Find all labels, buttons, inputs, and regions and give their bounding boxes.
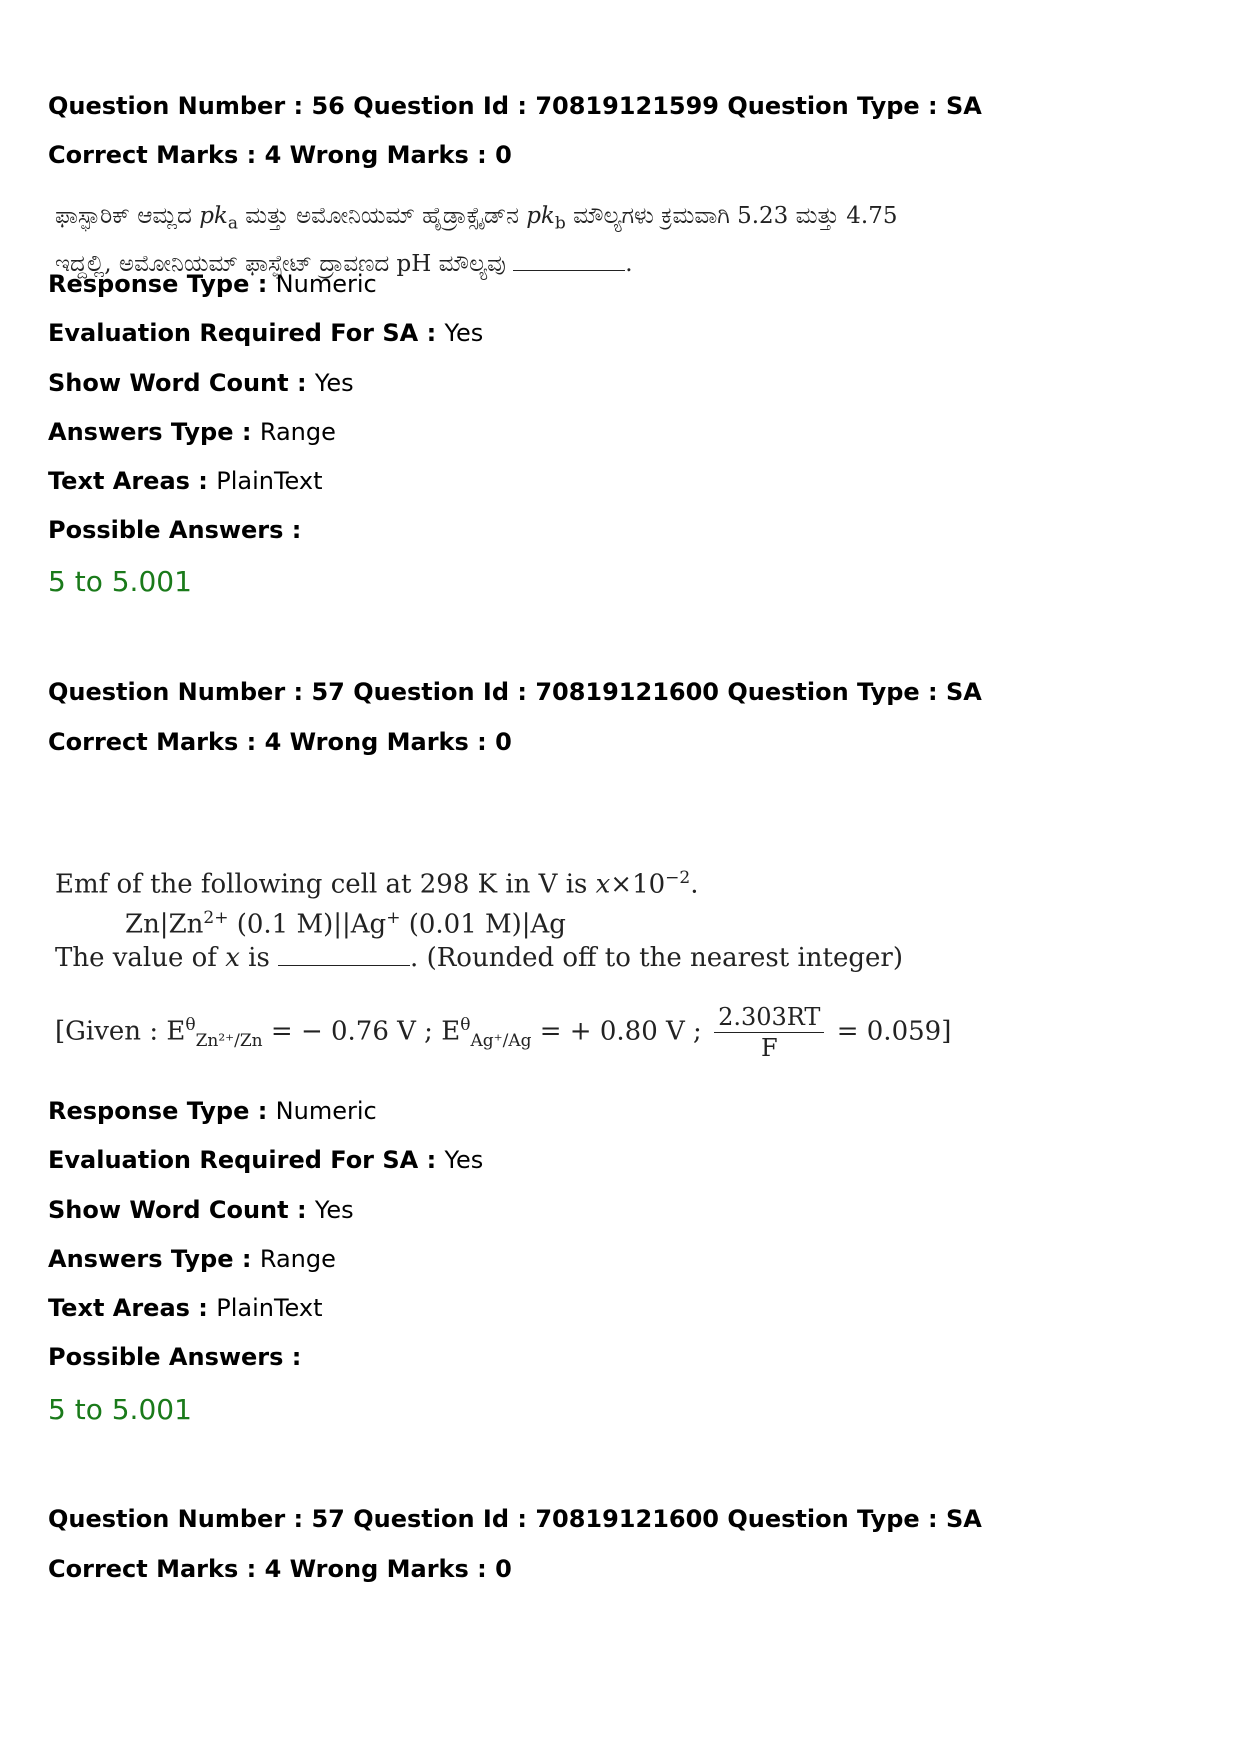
q57-value-line: The value of x is . (Rounded off to the nearest integer)	[55, 943, 903, 973]
q57-text-areas: Text Areas : PlainText	[48, 1294, 323, 1322]
q57-possible-answers-label: Possible Answers :	[48, 1343, 302, 1371]
q56-show-word-count: Show Word Count : Yes	[48, 369, 354, 397]
q57-cell-notation: $Zn|Zn^{2+}$ (0.1 M)||Ag+ (0.01 M)|Ag	[125, 908, 566, 940]
q57b-header: Question Number : 57 Question Id : 70819121600 Question Type : SA	[48, 1505, 982, 1533]
q57-response-type: Response Type : Numeric	[48, 1097, 377, 1125]
q57-given-line: [Given : $E^\theta_{Zn^{2+}/Zn}$ = − 0.76 V ; $E^\theta_{Ag^+/Ag}$ = + 0.80 V ; $\frac{2.303RT}{F}$ = 0.059]	[55, 1003, 952, 1063]
q56-possible-answers-label: Possible Answers :	[48, 516, 302, 544]
q56-text-areas: Text Areas : PlainText	[48, 467, 323, 495]
q57-header: Question Number : 57 Question Id : 70819121600 Question Type : SA	[48, 678, 982, 706]
answer-blank	[513, 248, 625, 271]
q57-show-word-count: Show Word Count : Yes	[48, 1196, 354, 1224]
q56-header: Question Number : 56 Question Id : 70819121599 Question Type : SA	[48, 92, 982, 120]
q56-question-line1: ಫಾಸ್ಫಾರಿಕ್ ಆಮ್ಲದ $pk_a$ ಮತ್ತು ಅಮೋನಿಯಮ್ ಹೈಡ್ರಾಕ್ಸೈಡ್‌ನ $pk_b$ ಮೌಲ್ಯಗಳು ಕ್ರಮವಾಗಿ 5.23 ಮತ್ತು 4.75	[55, 203, 898, 234]
q56-answers-type: Answers Type : Range	[48, 418, 336, 446]
rt-over-f-fraction: $\frac{2.303RT}{F}$	[714, 1002, 824, 1063]
q57-possible-answer-value: 5 to 5.001	[48, 1393, 192, 1426]
answer-blank	[278, 943, 410, 966]
q56-evaluation-required: Evaluation Required For SA : Yes	[48, 319, 484, 347]
q57-answers-type: Answers Type : Range	[48, 1245, 336, 1273]
q56-possible-answer-value: 5 to 5.001	[48, 565, 192, 598]
q56-marks: Correct Marks : 4 Wrong Marks : 0	[48, 141, 512, 169]
q56-response-type: Response Type : Numeric	[48, 270, 377, 298]
q56-question-line2: ಇದ್ದಲ್ಲಿ, ಅಮೋನಿಯಮ್ ಫಾಸ್ಫೇಟ್ ದ್ರಾವಣದ pH ಮೌಲ್ಯವು .	[55, 244, 897, 284]
q57-emf-line: Emf of the following cell at 298 K in V is $x\times 10^{-2}$.	[55, 868, 699, 900]
q57b-marks: Correct Marks : 4 Wrong Marks : 0	[48, 1555, 512, 1583]
q57-marks: Correct Marks : 4 Wrong Marks : 0	[48, 728, 512, 756]
q57-evaluation-required: Evaluation Required For SA : Yes	[48, 1146, 484, 1174]
